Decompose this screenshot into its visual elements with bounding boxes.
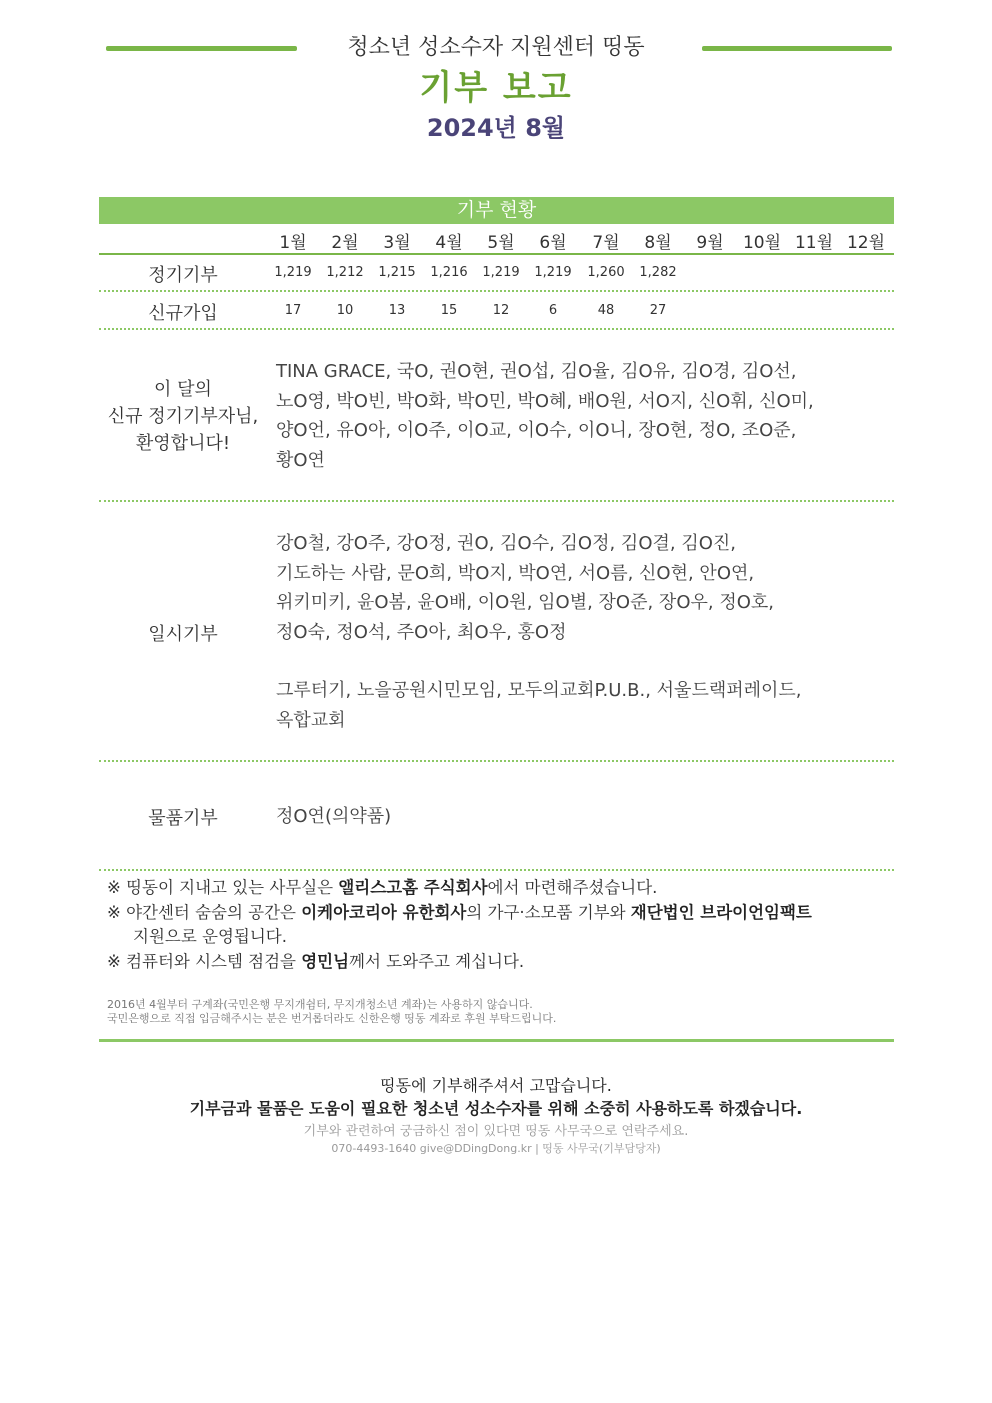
onetime-donor-names: [276, 529, 886, 735]
signup-value: 12: [492, 303, 510, 318]
contact-info: 070-4493-1640 give@DDingDong.kr | 띵동 사무국(기부담당자): [331, 1142, 661, 1155]
org-line: 옥합교회: [276, 709, 346, 731]
regular-value: 1,219: [482, 265, 520, 280]
name-line: 노O영, 박O빈, 박O화, 박O민, 박O혜, 배O원, 서O지, 신O휘, 신O미,: [276, 390, 814, 412]
signup-value: 17: [284, 303, 302, 318]
signup-value: 10: [336, 303, 354, 318]
regular-value: 1,260: [587, 265, 625, 280]
name-line: 강O철, 강O주, 강O정, 권O, 김O수, 김O정, 김O결, 김O진,: [276, 533, 736, 554]
name-line: 위키미키, 윤O봄, 윤O배, 이O원, 임O별, 장O준, 장O우, 정O호,: [276, 592, 774, 613]
month-8: 8월: [644, 233, 672, 253]
promise-message: 기부금과 물품은 도움이 필요한 청소년 성소수자를 위해 소중히 사용하도록 하겠습니다.: [189, 1099, 803, 1118]
signup-value: 15: [440, 303, 458, 318]
regular-value: 1,216: [430, 265, 468, 280]
welcome-label: [99, 376, 267, 457]
month-9: 9월: [696, 233, 724, 253]
regular-donation-label: 정기기부: [148, 265, 218, 286]
welcome-label-line: 이 달의: [154, 379, 212, 400]
name-line: 양O언, 유O아, 이O주, 이O교, 이O수, 이O니, 장O현, 정O, 조O준,: [276, 420, 797, 441]
table-band-title: 기부 현황: [99, 197, 894, 224]
contact-note: 기부와 관련하여 궁금하신 점이 있다면 띵동 사무국으로 연락주세요.: [303, 1124, 689, 1139]
goods-value: 정O연(의약품): [276, 806, 392, 827]
month-3: 3월: [383, 233, 411, 253]
name-line: TINA GRACE, 국O, 권O현, 권O섭, 김O율, 김O유, 김O경, 김O선,: [276, 361, 797, 382]
new-signup-row: [99, 292, 894, 330]
goods-label: 물품기부: [148, 808, 218, 829]
thanks-message: 띵동에 기부해주셔서 고맙습니다.: [380, 1076, 612, 1095]
report-period: 2024년 8월: [426, 114, 566, 142]
regular-donation-row: [99, 255, 894, 292]
regular-value: 1,212: [326, 265, 364, 280]
regular-value: 1,219: [534, 265, 572, 280]
new-donor-names: [276, 357, 886, 475]
month-10: 10월: [742, 233, 782, 253]
notice-line: 2016년 4월부터 구계좌(국민은행 무지개쉼터, 무지개청소년 계좌)는 사용하지 않습니다.: [107, 998, 533, 1011]
acknowledgement-notes: [107, 876, 897, 974]
month-5: 5월: [487, 233, 515, 253]
note-line: ※ 컴퓨터와 시스템 점검을 영민님께서 도와주고 계십니다.: [107, 951, 525, 971]
welcome-label-line: 환영합니다!: [135, 433, 231, 454]
name-line: 기도하는 사람, 문O희, 박O지, 박O연, 서O름, 신O현, 안O연,: [276, 562, 755, 584]
month-12: 12월: [846, 233, 886, 253]
regular-value: 1,219: [274, 265, 312, 280]
org-name: 청소년 성소수자 지원센터 띵동: [347, 35, 645, 60]
signup-value: 48: [597, 303, 615, 318]
org-line: 그루터기, 노을공원시민모임, 모두의교회P.U.B., 서울드랙퍼레이드,: [276, 680, 802, 701]
name-line: 황O연: [276, 449, 325, 471]
regular-value: 1,282: [639, 265, 677, 280]
onetime-donation-row: [99, 502, 894, 762]
donation-table: [99, 197, 894, 871]
month-header-row: [99, 224, 894, 255]
month-2: 2월: [331, 233, 359, 253]
note-line: 지원으로 운영됩니다.: [133, 927, 287, 946]
welcome-label-line: 신규 정기기부자님,: [107, 406, 259, 427]
signup-value: 13: [388, 303, 406, 318]
regular-value: 1,215: [378, 265, 416, 280]
new-signup-label: 신규가입: [148, 303, 218, 324]
notice-line: 국민은행으로 직접 입금해주시는 분은 번거롭더라도 신한은행 띵동 계좌로 후원 부탁드립니다.: [107, 1012, 557, 1025]
month-1: 1월: [279, 233, 307, 253]
note-line: ※ 야간센터 숨숨의 공간은 이케아코리아 유한회사의 가구·소모품 기부와 재단법인 브라이언임팩트: [107, 902, 812, 922]
month-7: 7월: [592, 233, 620, 253]
month-6: 6월: [539, 233, 567, 253]
month-11: 11월: [794, 233, 834, 253]
note-line: ※ 띵동이 지내고 있는 사무실은 앨리스고홈 주식회사에서 마련해주셨습니다.: [107, 878, 658, 897]
signup-value: 6: [548, 303, 558, 318]
page-title: 기부 보고: [419, 68, 573, 108]
name-line: 정O숙, 정O석, 주O아, 최O우, 홍O정: [276, 621, 567, 643]
month-4: 4월: [435, 233, 463, 253]
new-regular-donors-row: [99, 330, 894, 502]
signup-value: 27: [649, 303, 667, 318]
goods-donation-row: [99, 762, 894, 871]
onetime-label: 일시기부: [148, 624, 218, 645]
account-notice: [107, 998, 897, 1026]
footer-rule: [99, 1039, 894, 1042]
